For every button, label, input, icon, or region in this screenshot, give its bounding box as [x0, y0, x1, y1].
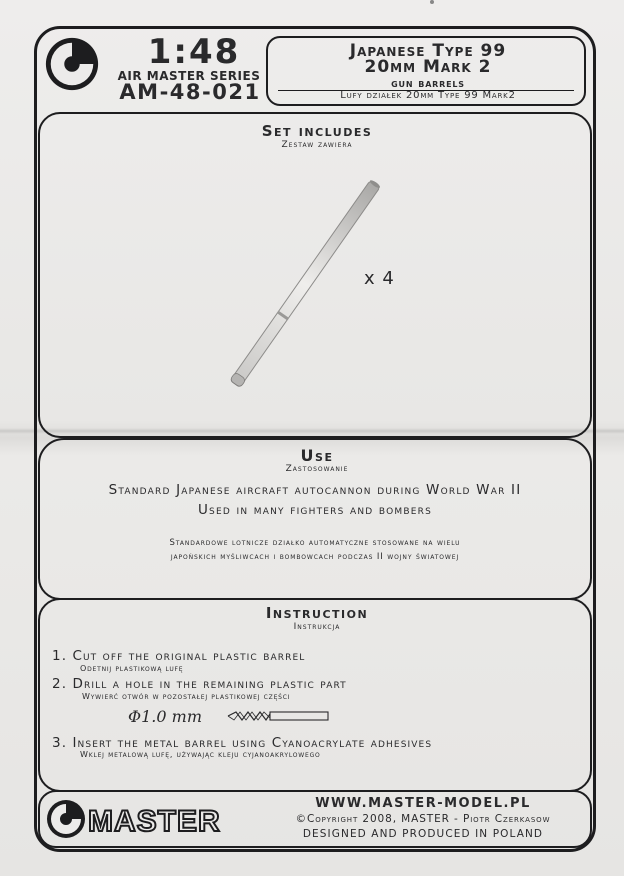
instruction-step-2-polish: Wywierć otwór w pozostałej plastikowej części	[82, 692, 291, 701]
instruction-step-3: 3. Insert the metal barrel using Cyanoacrylate adhesives	[52, 735, 433, 751]
instruction-step-1-polish: Odetnij plastikową lufę	[80, 664, 184, 673]
use-text-line-2: Used in many fighters and bombers	[197, 502, 433, 518]
series-label: AIR MASTER SERIES	[117, 69, 261, 83]
drill-bit-icon	[226, 708, 330, 724]
use-heading: Use	[300, 446, 334, 465]
instruction-heading: Instruction	[265, 604, 369, 622]
drill-size-label: Φ1.0 mm	[128, 707, 202, 726]
use-polish-line-1: Standardowe lotnicze działko automatyczne stosowane na wielu	[169, 538, 461, 548]
instruction-heading-polish: Instrukcja	[293, 622, 341, 632]
use-heading-polish: Zastosowanie	[285, 464, 349, 474]
website-link[interactable]: WWW.MASTER-MODEL.PL	[315, 796, 531, 811]
title-line-1: Japanese Type 99	[349, 41, 507, 61]
product-code: AM-48-021	[119, 80, 261, 104]
brand-wordmark: MASTER	[88, 805, 221, 838]
instruction-step-3-polish: Wklej metalową lufę, używając kleju cyjanoakrylowego	[80, 750, 321, 759]
title-line-3: gun barrels	[391, 76, 465, 90]
master-brand-logo	[44, 794, 254, 844]
quantity-label: x 4	[364, 268, 395, 289]
set-includes-heading: Set includes	[261, 122, 373, 140]
copyright-text: ©Copyright 2008, MASTER - Piotr Czerkasow	[295, 813, 551, 825]
header-badge	[37, 29, 265, 104]
use-panel	[38, 438, 592, 600]
use-text-line-1: Standard Japanese aircraft autocannon during World War II	[108, 482, 522, 498]
title-polish: Lufy działek 20mm Type 99 Mark2	[340, 90, 516, 101]
instruction-step-1: 1. Cut off the original plastic barrel	[52, 648, 306, 664]
master-logo-icon	[43, 35, 101, 93]
made-in-text: DESIGNED AND PRODUCED IN POLAND	[302, 828, 544, 840]
instruction-step-2: 2. Drill a hole in the remaining plastic part	[52, 676, 347, 692]
title-line-2: 20mm Mark 2	[364, 57, 492, 77]
scale-label: 1:48	[147, 32, 241, 72]
use-polish-line-2: japońskich myśliwcach i bombowcach podczas II wojny światowej	[170, 552, 460, 562]
set-includes-heading-polish: Zestaw zawiera	[281, 140, 353, 150]
paper-speck	[430, 0, 434, 4]
